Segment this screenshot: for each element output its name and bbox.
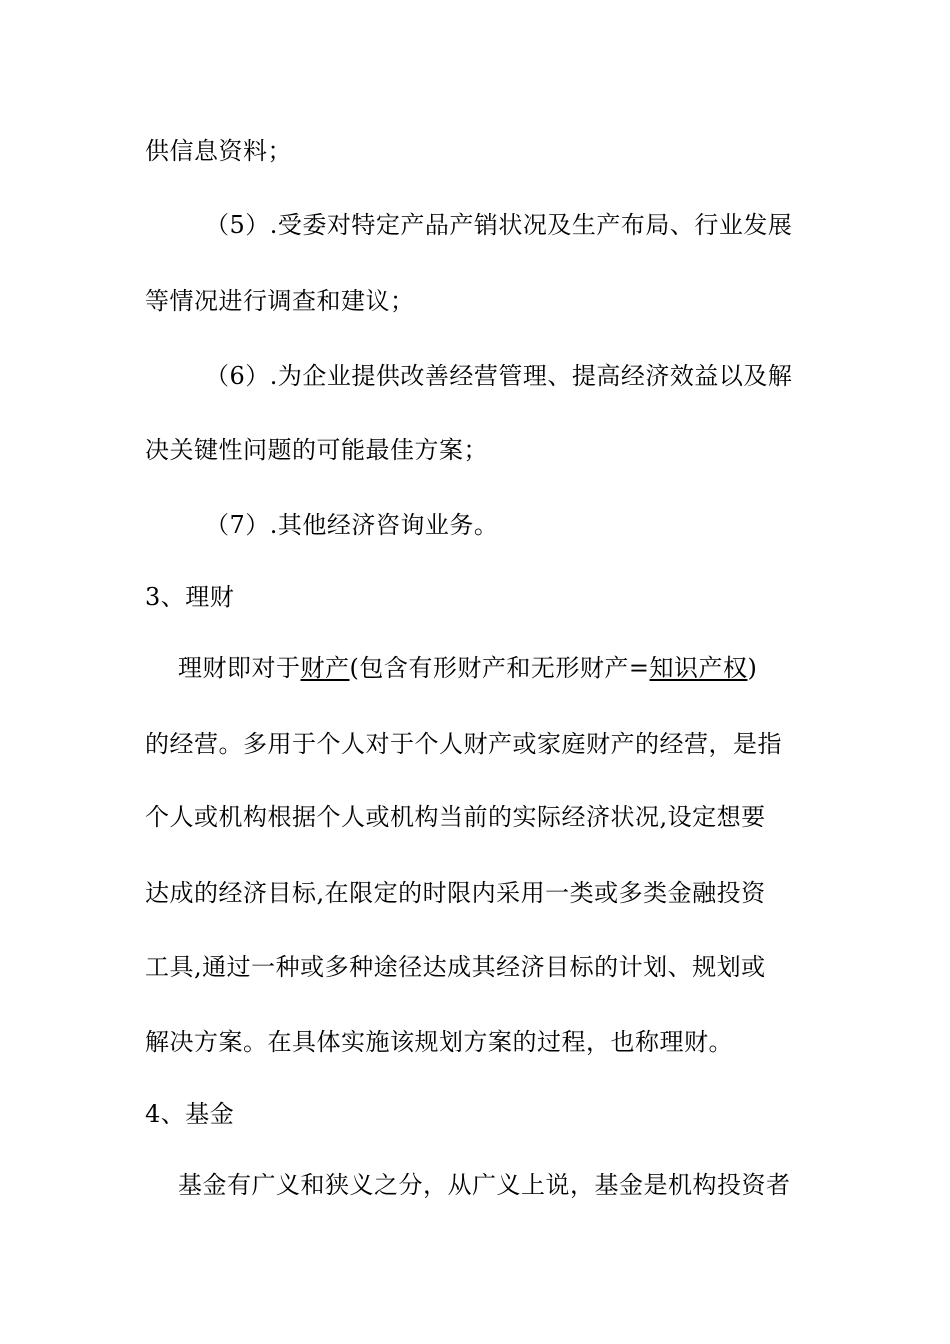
- section-heading-fund: 4、基金: [145, 1100, 235, 1128]
- paragraph-line: 达成的经济目标,在限定的时限内采用一类或多类金融投资: [145, 879, 766, 907]
- property-link[interactable]: 财产: [300, 654, 350, 682]
- section-heading-finance: 3、理财: [145, 583, 235, 611]
- text-span: ): [747, 654, 758, 682]
- paragraph-line: 供信息资料；: [145, 137, 292, 165]
- paragraph-line: 解决方案。在具体实施该规划方案的过程，也称理财。: [145, 1028, 733, 1056]
- intellectual-property-link[interactable]: 知识产权: [649, 654, 748, 682]
- paragraph-line: 个人或机构根据个人或机构当前的实际经济状况,设定想要: [145, 803, 766, 831]
- list-item-5: （5）.受委对特定产品产销状况及生产布局、行业发展: [205, 211, 793, 239]
- paragraph-line: 工具,通过一种或多种途径达成其经济目标的计划、规划或: [145, 953, 766, 981]
- paragraph-line: 决关键性问题的可能最佳方案；: [145, 436, 488, 464]
- paragraph-line: 的经营。多用于个人对于个人财产或家庭财产的经营，是指: [145, 730, 782, 758]
- list-item-7: （7）.其他经济咨询业务。: [205, 511, 499, 539]
- paragraph-line: 基金有广义和狭义之分，从广义上说，基金是机构投资者: [178, 1171, 791, 1199]
- text-span: 理财即对于: [178, 654, 301, 682]
- list-item-6: （6）.为企业提供改善经营管理、提高经济效益以及解: [205, 362, 793, 390]
- text-span: (包含有形财产和无形财产=: [349, 654, 650, 682]
- paragraph-line: [178, 653, 757, 683]
- paragraph-line: 等情况进行调查和建议；: [145, 287, 415, 315]
